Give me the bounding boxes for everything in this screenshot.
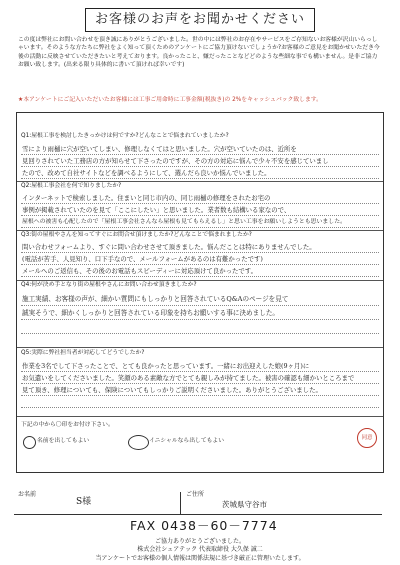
fax-number: FAX 0438－60－7774 bbox=[130, 518, 278, 533]
questionnaire-box bbox=[16, 112, 384, 473]
q2-answer-line: インターネットで検索しました。住まいと同じ市内の、同じ雨樋の修理をされたお宅の bbox=[22, 194, 271, 202]
q3-label: Q3:街の屋根やさんを知ってすぐにお問合せ頂けましたか?どんなことで悩まれましたか? bbox=[21, 232, 252, 238]
footer-thanks: ご協力ありがとうございました。 bbox=[154, 538, 245, 545]
q2-answer-line: 事例が掲載されていたのを見て「ここにしたい」と思いました。業者数も結構いる家なので、 bbox=[22, 206, 291, 214]
q1-answer-line: たので、改めて自社サイトなどを調べるようにして、選んだら良いか悩んでいました。 bbox=[22, 169, 271, 177]
name-label: お名前 bbox=[18, 491, 37, 498]
consent-initial-label: イニシャルなら出してもよい bbox=[149, 438, 225, 444]
consent-name-radio[interactable] bbox=[23, 436, 36, 449]
customer-info-row bbox=[14, 491, 382, 515]
q2-answer-line: 屋根への被害も心配したので「屋根工事会社さんなら屋根も見てもらえるし」と思い工事をお願いしようとも思いました。 bbox=[22, 219, 346, 225]
q5-answer-line: 作業を3名でして下さったことで、とても良かったと思っています。一緒にお出迎えした娘(9ヶ月)に bbox=[22, 362, 310, 370]
q4-answer-line: 誠実そうで、細かくしっかりと回答されている印象を持ちお願いする事に決めました。 bbox=[22, 309, 280, 317]
address-value: 茨城県守谷市 bbox=[222, 500, 267, 509]
q3-answer-line: (電話が苦手、人見知り、口下手なので、メールフォームがあるのは有難かったです) bbox=[22, 255, 263, 263]
q1-answer-line: 見回りされていた工務店の方が知らせて下さったのですが、その方の対応に悩んで少々不安を感じていまし bbox=[22, 157, 329, 165]
consent-name-label: 名前を出してもよい bbox=[37, 438, 90, 444]
name-value: S様 bbox=[76, 497, 92, 507]
footer-privacy: 当アンケートでお客様の個人情報は関係法規に基づき厳正に管理いたします。 bbox=[95, 555, 305, 562]
cashback-note: ★本アンケートにご記入いただいたお客様には工事ご用命時に工事金額(税抜き)の 2%をキャッシュバック致します。 bbox=[18, 97, 322, 103]
q4-label: Q4:何が決め手となり街の屋根やさんにお問い合わせ頂きましたか? bbox=[21, 282, 197, 288]
q5-answer-line: お気遣いをしてくださいました。笑顔のある素敵な方でとても親しみが持てました。被害の確認も細かいところまで bbox=[22, 374, 355, 382]
q1-label: Q1:屋根工事を検討したきっかけは何ですか?どんなことで悩まれていましたか? bbox=[21, 133, 229, 139]
q3-answer-line: メールへのご返信も、その後のお電話もスピーディーに対応頂けて良かったです。 bbox=[22, 267, 258, 275]
footer-company: 株式会社シェアテック 代表取締役 大久保 誠二 bbox=[137, 546, 263, 553]
consent-prompt: 下記の中から〇印をお付け下さい。 bbox=[21, 422, 114, 428]
approval-stamp: 同意 bbox=[357, 428, 377, 448]
address-label: ご住所 bbox=[186, 491, 205, 498]
q5-answer-line: 見て頂き、修理についても、保険についてもしっかりご説明くださいました。ありがとうございました。 bbox=[22, 386, 322, 394]
q3-answer-line: 問い合わせフォームより、すぐに問い合わせさせて頂きました。悩んだことは特にありませんでした。 bbox=[22, 243, 316, 251]
q2-label: Q2:屋根工事会社を何で知りましたか? bbox=[21, 183, 122, 189]
intro-text: この度は弊社にお問い合わせを頂き誠にありがとうございました。世の中には弊社のお存在やサービスをご存知ないお客様が沢山いらっしゃいます。そのような方たちに弊社をよく知って頂くためのアンケートにご協力頂けないでしょうか?お客様のご意見をお聞かせいただき今後の活動に反映させていただきたいと考えております。良かったこと、嫌だったことなどどのような些細な事でも構いません。是非ご協力お願い致します。(出来る限り具体的に書いて頂ければ幸いです) bbox=[18, 37, 380, 69]
page-title: お客様のお声をお聞かせください bbox=[85, 8, 315, 32]
q4-answer-line: 施工実績、お客様の声が、細かい質問にもしっかりと回答されているQ&Aのページを見て bbox=[22, 295, 289, 303]
q1-answer-line: 雪により雨樋に穴が空いてしまい、修理しなくてはと思いました。穴が空いていたのは、近所を bbox=[22, 145, 297, 153]
consent-initial-radio[interactable] bbox=[128, 435, 149, 450]
q5-label: Q5:実際に弊社担当者が対応してどうでしたか? bbox=[21, 350, 145, 356]
